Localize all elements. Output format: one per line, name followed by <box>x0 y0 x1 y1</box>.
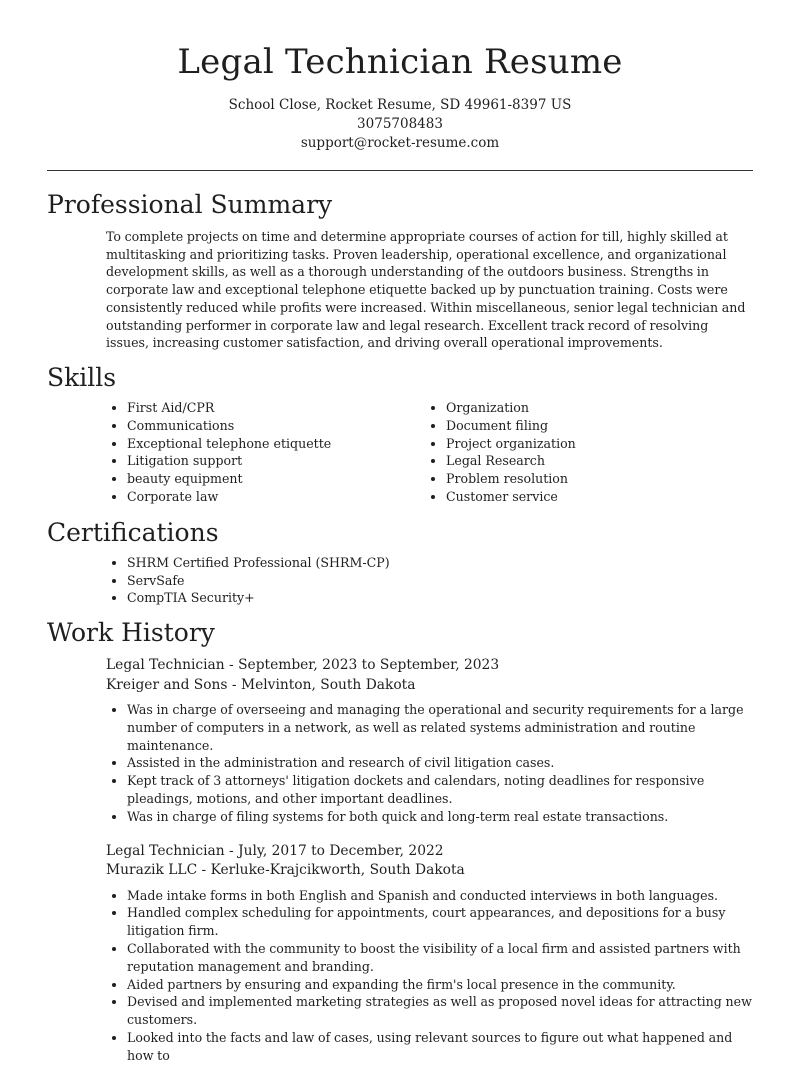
work-history-heading: Work History <box>47 618 215 648</box>
certifications-list <box>127 554 800 607</box>
job-bullet: • Kept track of 3 attorneys' litigation dockets and calendars, noting deadlines for responsive pleadings, motions, and other important deadlines. <box>127 772 752 808</box>
skill-item: • Organization <box>446 399 765 417</box>
skill-item: • Corporate law <box>127 488 446 506</box>
job-bullet: • Was in charge of overseeing and managing the operational and security requirements for a large number of computers in a network, as well as related systems administration and routine maintenance. <box>127 701 752 754</box>
job-bullet: • Devised and implemented marketing strategies as well as proposed novel ideas for attracting new customers. <box>127 993 752 1029</box>
contact-block <box>0 96 800 153</box>
job-bullets <box>127 887 752 1065</box>
job-company-line: Kreiger and Sons - Melvinton, South Dakota <box>106 676 416 693</box>
certification-item: • CompTIA Security+ <box>127 589 800 607</box>
contact-address: School Close, Rocket Resume, SD 49961-8397 US <box>228 97 572 113</box>
job-entry <box>0 656 800 826</box>
job-title-line: Legal Technician - July, 2017 to December, 2022 <box>106 842 444 859</box>
skill-item: • Project organization <box>446 435 765 453</box>
skill-item: • Exceptional telephone etiquette <box>127 435 446 453</box>
skill-item: • Communications <box>127 417 446 435</box>
job-title-line: Legal Technician - September, 2023 to September, 2023 <box>106 657 500 674</box>
page-title: Legal Technician Resume <box>177 42 623 82</box>
skills-section <box>0 361 800 506</box>
summary-section <box>0 188 800 352</box>
skill-item: • Customer service <box>446 488 765 506</box>
job-bullet: • Was in charge of filing systems for both quick and long-term real estate transactions. <box>127 808 752 826</box>
job-bullets <box>127 701 752 826</box>
skill-item: • Document filing <box>446 417 765 435</box>
header-divider <box>47 170 753 171</box>
certification-item: • ServSafe <box>127 572 800 590</box>
contact-phone: 3075708483 <box>357 116 443 132</box>
certification-item: • SHRM Certified Professional (SHRM-CP) <box>127 554 800 572</box>
summary-text: To complete projects on time and determine appropriate courses of action for till, highly skilled at multitasking and prioritizing tasks. Proven leadership, operational excellence, and organizational development skills, as well as a thorough understanding of the outdoors business. Strengths in corporate law and exceptional telephone etiquette backed up by punctuation training. Costs were consistently reduced while profits were increased. Within miscellaneous, senior legal technician and outstanding performer in corporate law and legal research. Excellent track record of resolving issues, increasing customer satisfaction, and driving overall operational improvements. <box>106 229 746 351</box>
skills-list-right <box>446 399 765 506</box>
certifications-section <box>0 516 800 607</box>
job-entry <box>0 842 800 1065</box>
skill-item: • Problem resolution <box>446 470 765 488</box>
resume-header <box>0 0 800 153</box>
job-bullet: • Assisted in the administration and research of civil litigation cases. <box>127 754 752 772</box>
job-bullet: • Aided partners by ensuring and expanding the firm's local presence in the community. <box>127 976 752 994</box>
skill-item: • Legal Research <box>446 452 765 470</box>
work-history-section <box>0 616 800 1065</box>
job-bullet: • Looked into the facts and law of cases, using relevant sources to figure out what happened and how to <box>127 1029 752 1065</box>
skill-item: • First Aid/CPR <box>127 399 446 417</box>
job-bullet: • Made intake forms in both English and Spanish and conducted interviews in both languages. <box>127 887 752 905</box>
skills-heading: Skills <box>47 362 117 392</box>
skills-list-left <box>127 399 446 506</box>
skills-columns <box>127 399 800 506</box>
summary-heading: Professional Summary <box>47 190 333 219</box>
skill-item: • Litigation support <box>127 452 446 470</box>
certifications-heading: Certifications <box>47 517 219 547</box>
job-company-line: Murazik LLC - Kerluke-Krajcikworth, South Dakota <box>106 862 465 879</box>
contact-email: support@rocket-resume.com <box>300 135 500 151</box>
skill-item: • beauty equipment <box>127 470 446 488</box>
job-bullet: • Handled complex scheduling for appointments, court appearances, and depositions for a busy litigation firm. <box>127 904 752 940</box>
job-bullet: • Collaborated with the community to boost the visibility of a local firm and assisted partners with reputation management and branding. <box>127 940 752 976</box>
